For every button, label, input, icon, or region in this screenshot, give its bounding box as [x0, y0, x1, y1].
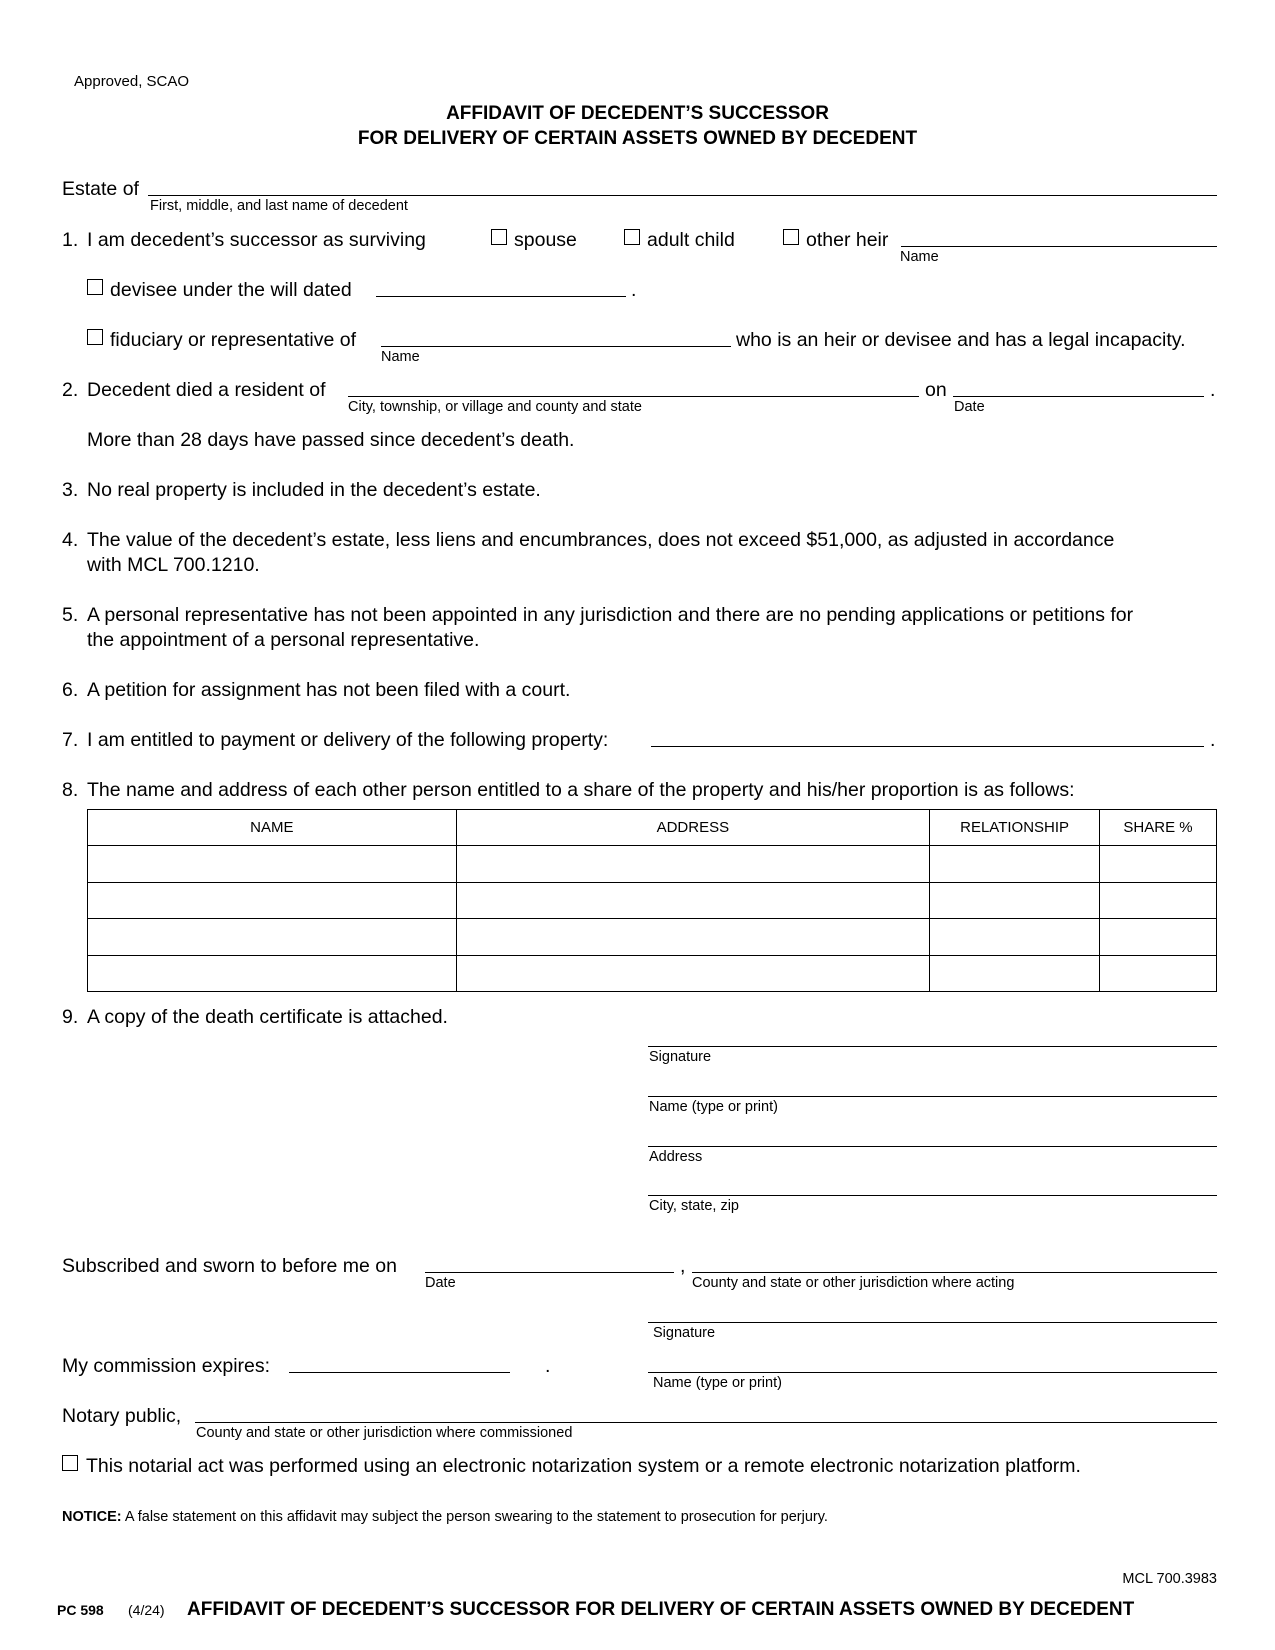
item1-number: 1. [62, 229, 79, 251]
affiant-name-caption: Name (type or print) [649, 1099, 778, 1115]
notice-label: NOTICE: [62, 1509, 122, 1525]
item4-line1: The value of the decedent’s estate, less liens and encumbrances, does not exceed $51,000, as adjusted in accordance [87, 529, 1115, 551]
cell-name[interactable] [88, 882, 457, 919]
commission-label: My commission expires: [62, 1355, 271, 1377]
item2-days-text: More than 28 days have passed since decedent’s death. [87, 429, 575, 451]
estate-caption: First, middle, and last name of decedent [150, 198, 408, 214]
electronic-notarization-checkbox[interactable] [62, 1455, 78, 1471]
affiant-city-caption: City, state, zip [649, 1198, 739, 1214]
fiduciary-label: fiduciary or representative of [110, 329, 357, 351]
item1-text: I am decedent’s successor as surviving [87, 229, 426, 251]
item7-text: I am entitled to payment or delivery of the following property: [87, 729, 609, 751]
form-title-line2: FOR DELIVERY OF CERTAIN ASSETS OWNED BY DECEDENT [357, 128, 918, 149]
affiant-signature-field[interactable] [648, 1046, 1217, 1047]
table-row [88, 882, 1217, 919]
item6-number: 6. [62, 679, 79, 701]
item8-text: The name and address of each other person entitled to a share of the property and his/her proportion is as follows: [87, 779, 1075, 801]
residence-field[interactable] [348, 396, 919, 397]
affiant-address-field[interactable] [648, 1146, 1217, 1147]
commission-period: . [545, 1355, 551, 1377]
sworn-date-caption: Date [425, 1275, 456, 1291]
item5-line2: the appointment of a personal representative. [87, 629, 480, 651]
estate-name-field[interactable] [148, 195, 1217, 196]
cell-address[interactable] [456, 919, 930, 956]
notary-name-caption: Name (type or print) [653, 1375, 782, 1391]
devisee-period: . [631, 279, 637, 301]
cell-relationship[interactable] [930, 919, 1100, 956]
notary-signature-caption: Signature [653, 1325, 716, 1341]
fiduciary-caption: Name [381, 349, 420, 365]
item9-number: 9. [62, 1006, 79, 1028]
cell-address[interactable] [456, 846, 930, 883]
item2-period: . [1210, 379, 1216, 401]
devisee-checkbox[interactable] [87, 279, 103, 295]
adult-child-checkbox[interactable] [624, 229, 640, 245]
item7-number: 7. [62, 729, 79, 751]
share-table [87, 809, 1217, 992]
cell-share[interactable] [1100, 919, 1217, 956]
footer-title: AFFIDAVIT OF DECEDENT’S SUCCESSOR FOR DELIVERY OF CERTAIN ASSETS OWNED BY DECEDENT [187, 1599, 1135, 1620]
acting-jurisdiction-field[interactable] [692, 1272, 1217, 1273]
notary-signature-field[interactable] [648, 1322, 1217, 1323]
cell-share[interactable] [1100, 882, 1217, 919]
will-date-field[interactable] [376, 296, 626, 297]
column-header-name: NAME [88, 810, 457, 846]
item7-period: . [1210, 729, 1216, 751]
other-heir-checkbox[interactable] [783, 229, 799, 245]
cell-name[interactable] [88, 846, 457, 883]
item6-text: A petition for assignment has not been filed with a court. [87, 679, 571, 701]
column-header-address: ADDRESS [456, 810, 930, 846]
fiduciary-checkbox[interactable] [87, 329, 103, 345]
fiduciary-name-field[interactable] [381, 346, 731, 347]
column-header-relationship: RELATIONSHIP [930, 810, 1100, 846]
death-date-caption: Date [954, 399, 985, 415]
notary-name-field[interactable] [648, 1372, 1217, 1373]
item5-number: 5. [62, 604, 79, 626]
item2-on: on [925, 379, 947, 401]
statute-reference: MCL 700.3983 [1122, 1571, 1217, 1587]
cell-relationship[interactable] [930, 955, 1100, 992]
spouse-checkbox[interactable] [491, 229, 507, 245]
column-header-share: SHARE % [1100, 810, 1217, 846]
other-heir-label: other heir [806, 229, 889, 251]
cell-relationship[interactable] [930, 882, 1100, 919]
other-heir-name-field[interactable] [901, 246, 1217, 247]
other-heir-caption: Name [900, 249, 939, 265]
affiant-city-field[interactable] [648, 1195, 1217, 1196]
item4-line2: with MCL 700.1210. [87, 554, 260, 576]
item4-number: 4. [62, 529, 79, 551]
form-revision: (4/24) [128, 1602, 165, 1618]
form-title-line1: AFFIDAVIT OF DECEDENT’S SUCCESSOR [446, 103, 829, 124]
table-row [88, 919, 1217, 956]
cell-share[interactable] [1100, 955, 1217, 992]
item2-number: 2. [62, 379, 79, 401]
sworn-label: Subscribed and sworn to before me on [62, 1255, 397, 1277]
electronic-notarization-label: This notarial act was performed using an electronic notarization system or a remote electronic notarization platform. [86, 1455, 1081, 1477]
item8-number: 8. [62, 779, 79, 801]
approval-note: Approved, SCAO [74, 73, 190, 90]
item9-text: A copy of the death certificate is attached. [87, 1006, 448, 1028]
affiant-name-field[interactable] [648, 1096, 1217, 1097]
share-table-header [88, 810, 1217, 846]
commission-date-field[interactable] [289, 1372, 510, 1373]
item3-text: No real property is included in the decedent’s estate. [87, 479, 541, 501]
notice-text: A false statement on this affidavit may subject the person swearing to the statement to prosecution for perjury. [124, 1509, 828, 1525]
sworn-comma: , [680, 1255, 686, 1277]
fiduciary-end-text: who is an heir or devisee and has a legal incapacity. [736, 329, 1186, 351]
acting-jurisdiction-caption: County and state or other jurisdiction where acting [692, 1275, 1015, 1291]
item5-line1: A personal representative has not been appointed in any jurisdiction and there are no pending applications or petitions for [87, 604, 1134, 626]
cell-address[interactable] [456, 955, 930, 992]
commissioned-jurisdiction-field[interactable] [195, 1422, 1217, 1423]
cell-name[interactable] [88, 955, 457, 992]
death-date-field[interactable] [953, 396, 1204, 397]
cell-address[interactable] [456, 882, 930, 919]
sworn-date-field[interactable] [425, 1272, 674, 1273]
notary-public-label: Notary public, [62, 1405, 182, 1427]
residence-caption: City, township, or village and county and state [348, 399, 642, 415]
table-row [88, 846, 1217, 883]
notice [62, 1509, 828, 1525]
cell-share[interactable] [1100, 846, 1217, 883]
cell-name[interactable] [88, 919, 457, 956]
adult-child-label: adult child [647, 229, 735, 251]
property-field[interactable] [651, 746, 1204, 747]
commissioned-jurisdiction-caption: County and state or other jurisdiction where commissioned [196, 1425, 573, 1441]
form-id: PC 598 [57, 1602, 104, 1618]
affiant-signature-caption: Signature [649, 1049, 712, 1065]
cell-relationship[interactable] [930, 846, 1100, 883]
affiant-address-caption: Address [649, 1149, 703, 1165]
devisee-label: devisee under the will dated [110, 279, 352, 301]
item2-text: Decedent died a resident of [87, 379, 326, 401]
spouse-label: spouse [514, 229, 577, 251]
item3-number: 3. [62, 479, 79, 501]
table-row [88, 955, 1217, 992]
estate-label: Estate of [62, 178, 139, 200]
